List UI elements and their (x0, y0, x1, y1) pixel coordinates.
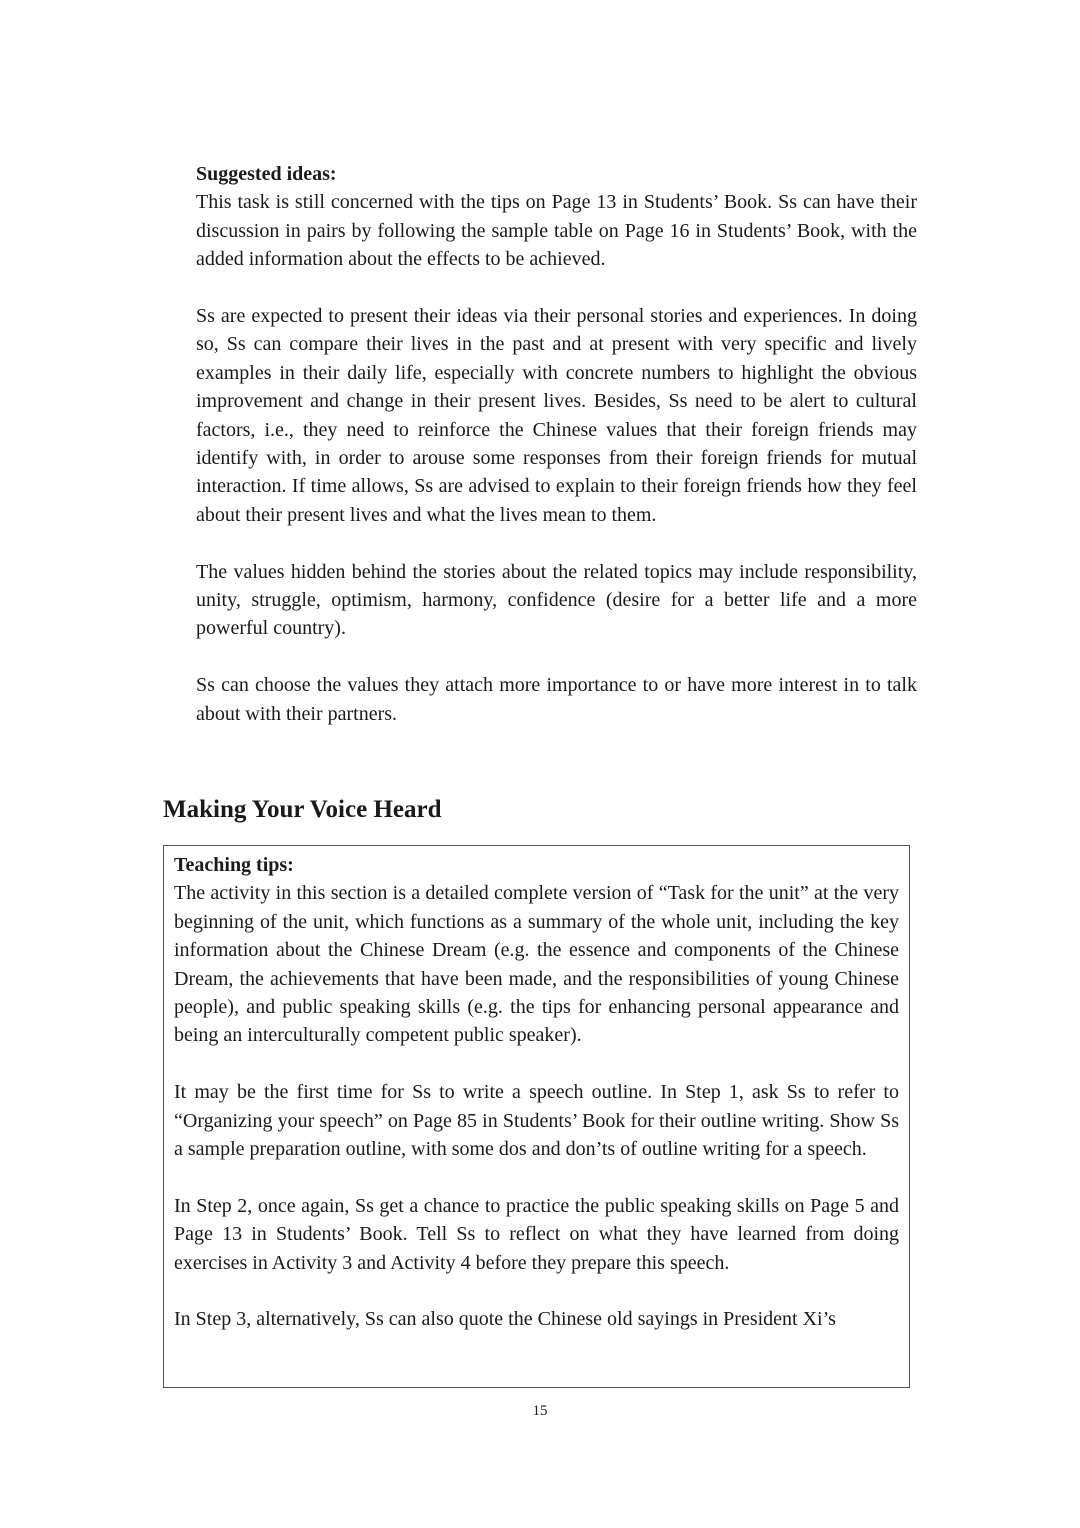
section-title: Making Your Voice Heard (163, 796, 442, 823)
suggested-paragraph-1: This task is still concerned with the tips on Page 13 in Students’ Book. Ss can have their discussion in pairs by following the sample table on Page 16 in Students’ Book, with the added information about the effects to be achieved. (196, 191, 917, 271)
page-number: 15 (532, 1403, 548, 1419)
suggested-ideas-section (196, 160, 917, 728)
teaching-tips-heading: Teaching tips: (174, 854, 294, 876)
teaching-tips-box (163, 845, 910, 1388)
teaching-tips-paragraph-4: In Step 3, alternatively, Ss can also quote the Chinese old sayings in President Xi’s (174, 1308, 836, 1331)
suggested-paragraph-3: The values hidden behind the stories about the related topics may include responsibility, unity, struggle, optimism, harmony, confidence (desire for a better life and a more powerful country). (196, 560, 917, 640)
teaching-tips-paragraph-1: The activity in this section is a detailed complete version of “Task for the unit” at the very beginning of the unit, which functions as a summary of the whole unit, including the key information about the Chinese Dream (e.g. the essence and components of the Chinese Dream, the achievements that have been made, and the responsibilities of young Chinese people), and public speaking skills (e.g. the tips for enhancing personal appearance and being an interculturally competent public speaker). (174, 882, 899, 1047)
suggested-ideas-heading: Suggested ideas: (196, 163, 337, 185)
teaching-tips-paragraph-3: In Step 2, once again, Ss get a chance to practice the public speaking skills on Page 5 and Page 13 in Students’ Book. Tell Ss to reflect on what they have learned from doing exercises in Activity 3 and Activity 4 before they prepare this speech. (174, 1194, 899, 1274)
suggested-paragraph-4: Ss can choose the values they attach more importance to or have more interest in to talk about with their partners. (196, 674, 917, 725)
teaching-tips-paragraph-2: It may be the first time for Ss to write a speech outline. In Step 1, ask Ss to refer to “Organizing your speech” on Page 85 in Students’ Book for their outline writing. Show Ss a sample preparation outline, with some dos and don’ts of outline writing for a speech. (174, 1081, 899, 1161)
suggested-paragraph-2: Ss are expected to present their ideas via their personal stories and experiences. In doing so, Ss can compare their lives in the past and at present with very specific and lively examples in their daily life, especially with concrete numbers to highlight the obvious improvement and change in their present lives. Besides, Ss need to be alert to cultural factors, i.e., they need to reinforce the Chinese values that their foreign friends may identify with, in order to arouse some responses from their foreign friends for mutual interaction. If time allows, Ss are advised to explain to their foreign friends how they feel about their present lives and what the lives mean to them. (196, 305, 917, 526)
